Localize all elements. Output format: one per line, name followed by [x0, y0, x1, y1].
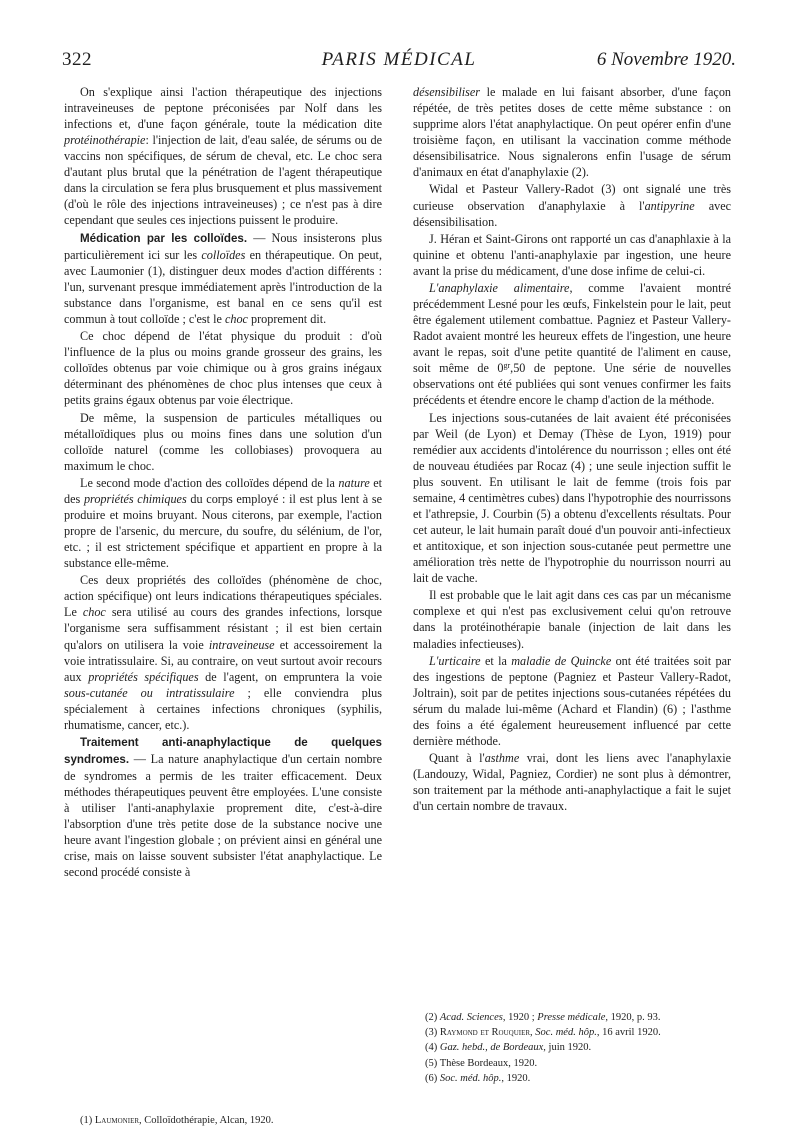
paragraph-quinine: J. Héran et Saint-Girons ont rapporté un cas d'anaphlaxie à la quinine et obtenu l'anti-anaphylaxie par ingestion, une heure avant la prise du médicament, d'une dose infime de celui-ci. [413, 231, 731, 278]
section-heading-anti-anaphylactique: Traitement anti-anaphylactique de quelques syndromes. [64, 736, 382, 767]
footnote-3: (3) Raymond et Rouquier, Soc. méd. hôp., 16 avril 1920. [425, 1027, 661, 1039]
footnote-6: (6) Soc. méd. hôp., 1920. [425, 1072, 531, 1084]
paragraph-desensibiliser: désensibiliser le malade en lui faisant absorber, d'une façon répétée, de très petites doses de cette même substance : on supprime alors l'état anaphylactique. On peut opérer enfin d'une troisième façon, en utilisant la vaccination comme méthode désensibilisatrice. Nous signalerons enfin l'usage de sérum d'animaux en état d'anaphylaxie (2). [413, 85, 732, 180]
paragraph-intro: On s'explique ainsi l'action thérapeutique des injections intraveineuses de peptone préconisées par Nolf dans les infections et, d'une façon générale, toute la médication dite protéinothérapie: l'injection de lait, d'eau salée, de sérums ou de vaccins non spécifiques, de sérum de cheval, etc. Le choc sera d'autant plus brutal que la pénétration de l'agent thérapeutique dans la circulation se fera plus brusquement et plus massivement (d'où le rôle des injections intraveineuses) ; ce n'est pas à dire cependant que seules ces injections puissent le produire. [64, 85, 382, 228]
paragraph-injections-lait: Les injections sous-cutanées de lait avaient été préconisées par Weil (de Lyon) et Demay (Thèse de Lyon, 1919) pour remédier aux accidents d'intolérence du nourrisson ; elles ont été de nouveau étudiées par Rocaz (4) ; une seule injection suffit le plus souvent. En utilisant le lait de femme (trois fois par semaine, 4 centimètres cubes) dans l'hypotrophie des nourrissons et l'athrepsie, J. Courbin (5) a obtenu d'excellents résultats. Pour cet auteur, le lait humain paraît doué d'un pouvoir anti-infectieux et antitoxique, et son injection sous-cutanée peut permettre une amélioration très nette de l'hypotrophie du nourrisson nourri au lait de vache. [413, 410, 731, 586]
section-heading-colloides: Médication par les colloïdes. [80, 231, 248, 245]
paragraph-second-mode: Le second mode d'action des colloïdes dépend de la nature et des propriétés chimiques du corps employé : il est plus lent à se produire et moins bruyant. Nous citerons, par exemple, l'action propre de l'arsenic, du mercure, du soufre, du sélénium, de l'or, etc. ; il est strictement spécifique et appartient en propre à la substance elle-même. [64, 475, 383, 571]
journal-title: PARIS MÉDICAL [321, 49, 477, 70]
paragraph-alimentaire: L'anaphylaxie alimentaire, comme l'avaient montré précédemment Lesné pour les œufs, Finkelstein pour le lait, peut être également utilement combattue. Pagniez et Pasteur Vallery-Radot avaient montré les heureux effets de l'ingestion, une heure avant le repas, soit d'une petite quantité de l'aliment en cause, soit même de $0^{gr},50$ de peptone. Une série de nouvelles observations ont été publiées qui sont venues confirmer les faits précédents et étendre encore le champ d'action de la méthode. [413, 281, 731, 408]
right-column [413, 84, 731, 816]
footnote-2: (2) Acad. Sciences, 1920 ; Presse médicale, 1920, p. 93. [425, 1012, 661, 1023]
paragraph-indications: Ces deux propriétés des colloïdes (phénomène de choc, action spécifique) ont leurs indications thérapeutiques spéciales. Le choc sera utilisé au cours des grandes infections, lorsque l'organisme sera suffisamment résistant ; il est bien certain qu'alors on utilisera la voie intraveineuse et accessoirement la voie intratissulaire. Si, au contraire, on veut surtout avoir recours aux propriétés spécifiques de l'agent, on empruntera la voie sous-cutanée ou intratissulaire ; elle conviendra plus spécialement à certaines infections chroniques (syphilis, rhumatisme, cancer, etc.). [64, 573, 383, 732]
page-number: 322 [62, 49, 92, 70]
paragraph-antipyrine: Widal et Pasteur Vallery-Radot (3) ont signalé une très curieuse observation d'anaphylaxie à l'antipyrine avec désensibilisation. [413, 182, 732, 229]
paragraph-anti-anaphylactique: Traitement anti-anaphylactique de quelques syndromes. — La nature anaphylactique d'un certain nombre de syndromes a permis de les traiter efficacement. Deux méthodes thérapeutiques peuvent être employées. L'une consiste à utiliser l'anti-anaphylaxie proprement dite, c'est-à-dire l'absorption d'une très petite dose de la substance nocive une heure avant l'ingestion globale ; on prévient ainsi en général une crise, mais on laisse souvent subsister l'état anaphylactique. Le second procédé consiste à [64, 736, 382, 880]
paragraph-colloides: Médication par les colloïdes. — Nous insisterons plus particulièrement ici sur les colloïdes en thérapeutique. On peut, avec Laumonier (1), distinguer deux modes d'action différents : l'un, survenant presque immédiatement après l'introduction de la substance dans l'organisme, est banal en ce sens qu'il est commun à tout colloïde ; c'est le choc proprement dit. [64, 230, 382, 326]
issue-date: 6 Novembre 1920. [596, 49, 736, 70]
footnote-5: (5) Thèse Bordeaux, 1920. [425, 1057, 538, 1069]
left-column [64, 84, 382, 882]
paragraph-suspension: De même, la suspension de particules métalliques ou métalloïdiques plus ou moins fines dans une solution d'un colloïde naturel (comme les collobiases) provoquera au maximum le choc. [64, 410, 382, 473]
footnotes-right [425, 1010, 745, 1086]
footnote-4: (4) Gaz. hebd., de Bordeaux, juin 1920. [425, 1042, 592, 1054]
footnote-1: (1) Laumonier, Colloïdothérapie, Alcan, 1920. [80, 1115, 274, 1126]
paragraph-choc: Ce choc dépend de l'état physique du produit : d'où l'influence de la plus ou moins grande grosseur des grains, les colloïdes obtenus par voie chimique ou à gros grains inégaux déterminant des phénomènes de choc plus intenses que ceux à petits grains égaux obtenus par voie électrique. [64, 329, 382, 408]
paragraph-mecanisme: Il est probable que le lait agit dans ces cas par un mécanisme complexe et qui n'est pas exclusivement celui qu'on retrouve dans la protéinothérapie banale (injection de lait dans les maladies infectieuses). [413, 588, 731, 651]
paragraph-urticaire: L'urticaire et la maladie de Quincke ont été traitées soit par des ingestions de peptone (Pagniez et Pasteur Vallery-Radot, Joltrain), soit par de petites injections sous-cutanées répétées du sérum du malade lui-même (Achard et Flandin) (6) ; l'asthme des foins a été également heureusement influencé par cette dernière méthode. [413, 653, 732, 748]
paragraph-asthme: Quant à l'asthme vrai, dont les liens avec l'anaphylaxie (Landouzy, Widal, Pagniez, Cordier) ne sont plus à démontrer, son traitement par la méthode anti-anaphylactique a fait le sujet d'un certain nombre de travaux. [413, 751, 731, 814]
running-header [62, 49, 736, 75]
